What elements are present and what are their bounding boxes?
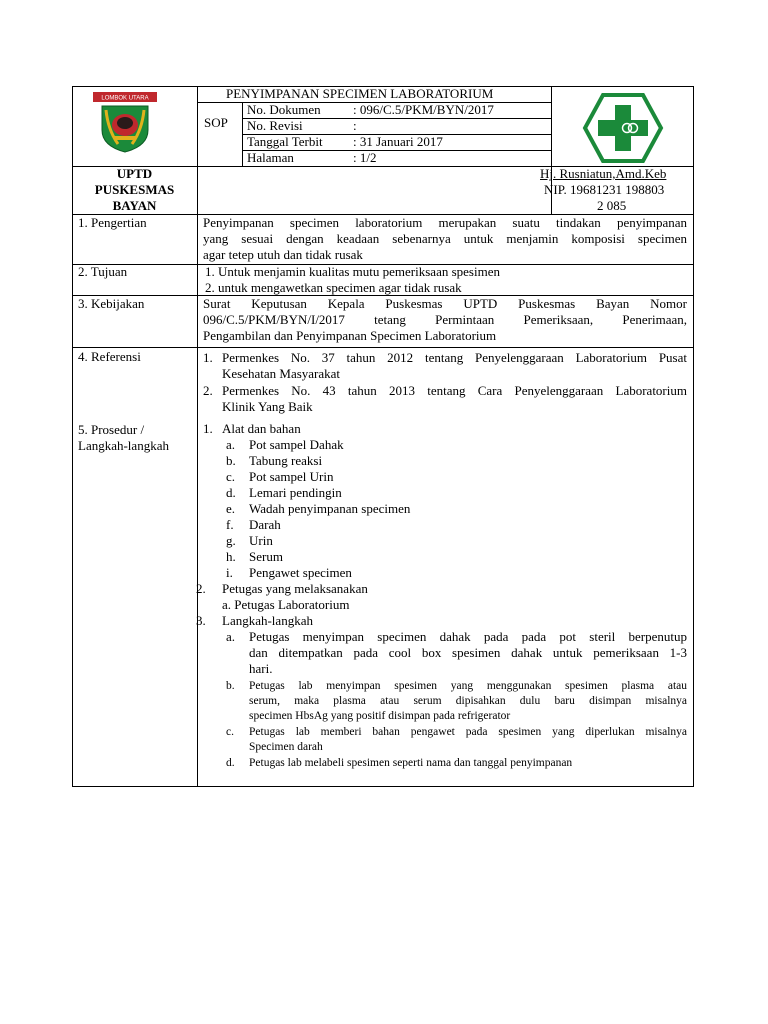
field-value-no-revisi: :: [353, 118, 357, 133]
referensi-line: Kesehatan Masyarakat: [222, 366, 341, 381]
langkah-line: hari.: [249, 661, 273, 676]
alat-letter: a.: [226, 437, 236, 452]
langkah-line: specimen HbsAg yang positif disimpan pada refrigerator: [249, 710, 511, 722]
table-border-bottom: [72, 786, 694, 787]
langkah-letter: a.: [226, 629, 236, 644]
document-title: PENYIMPANAN SPECIMEN LABORATORIUM: [226, 86, 494, 101]
row-line-kebijakan: [72, 347, 694, 348]
referensi-number: 1.: [203, 350, 213, 365]
prosedur-alat-title: Alat dan bahan: [222, 421, 301, 436]
referensi-number: 2.: [203, 383, 213, 398]
pengertian-line: yang sesuai dengan keadaan sebenarnya untuk menjamin komposisi specimen: [203, 231, 687, 246]
signatory-nip: NIP. 19681231 198803: [544, 182, 665, 197]
pengertian-line: Penyimpanan specimen laboratorium merupakan suatu tindakan penyimpanan: [203, 215, 687, 230]
langkah-line: Petugas lab melabeli spesimen seperti nama dan tanggal penyimpanan: [249, 757, 573, 769]
table-border-right: [693, 86, 694, 787]
prosedur-petugas-title: Petugas yang melaksanakan: [222, 581, 368, 596]
svg-text:LOMBOK UTARA: LOMBOK UTARA: [101, 95, 149, 102]
alat-letter: d.: [226, 485, 236, 500]
langkah-line: dan ditempatkan pada cool box spesimen dahak untuk pemeriksaan 1-3: [249, 645, 687, 660]
referensi-line: Permenkes No. 37 tahun 2012 tentang Penyelenggaraan Laboratorium Pusat: [222, 350, 687, 365]
section-label-langkah: Langkah-langkah: [78, 438, 169, 453]
alat-letter: b.: [226, 453, 236, 468]
langkah-line: Specimen darah: [249, 741, 323, 753]
langkah-line: Petugas lab menyimpan spesimen yang menggunakan spesimen plasma atau: [249, 680, 687, 692]
alat-item: Wadah penyimpanan specimen: [249, 501, 411, 516]
field-label-halaman: Halaman: [247, 150, 294, 165]
prosedur-alat-number: 1.: [203, 421, 213, 436]
kebijakan-line: 096/C.5/PKM/BYN/I/2017 tetang Permintaan Pemeriksaan, Penerimaan,: [203, 312, 687, 327]
lombok-utara-logo: [92, 92, 158, 154]
health-cross-logo: [582, 92, 664, 164]
field-value-no-dokumen: : 096/C.5/PKM/BYN/2017: [353, 102, 494, 117]
prosedur-langkah-number: 3.: [196, 613, 206, 628]
alat-letter: c.: [226, 469, 236, 484]
section-label-tujuan: 2. Tujuan: [78, 264, 128, 279]
tujuan-item: 2. untuk mengawetkan specimen agar tidak rusak: [205, 280, 462, 295]
langkah-letter: b.: [226, 680, 235, 692]
alat-item: Pot sampel Dahak: [249, 437, 344, 452]
section-label-pengertian: 1. Pengertian: [78, 215, 147, 230]
alat-letter: h.: [226, 549, 236, 564]
alat-item: Pengawet specimen: [249, 565, 352, 580]
signatory-name: Hj. Rusniatun,Amd.Keb: [540, 166, 667, 181]
field-label-tanggal-terbit: Tanggal Terbit: [247, 134, 323, 149]
kebijakan-line: Surat Keputusan Kepala Puskesmas UPTD Puskesmas Bayan Nomor: [203, 296, 687, 311]
referensi-line: Klinik Yang Baik: [222, 399, 313, 414]
prosedur-langkah-title: Langkah-langkah: [222, 613, 313, 628]
alat-letter: i.: [226, 565, 233, 580]
langkah-line: serum, maka plasma atau serum dipisahkan dulu baru disimpan misalnya: [249, 695, 687, 707]
kebijakan-line: Pengambilan dan Penyimpanan Specimen Laboratorium: [203, 328, 497, 343]
alat-letter: f.: [226, 517, 234, 532]
field-value-tanggal-terbit: : 31 Januari 2017: [353, 134, 443, 149]
petugas-item: a. Petugas Laboratorium: [222, 597, 350, 612]
field-label-no-dokumen: No. Dokumen: [247, 102, 321, 117]
alat-letter: g.: [226, 533, 236, 548]
alat-item: Urin: [249, 533, 273, 548]
alat-item: Serum: [249, 549, 283, 564]
section-label-kebijakan: 3. Kebijakan: [78, 296, 145, 311]
alat-item: Lemari pendingin: [249, 485, 342, 500]
sop-label: SOP: [204, 115, 228, 130]
alat-item: Darah: [249, 517, 281, 532]
langkah-letter: d.: [226, 757, 235, 769]
alat-item: Pot sampel Urin: [249, 469, 334, 484]
org-line-bayan: BAYAN: [112, 198, 157, 213]
field-label-no-revisi: No. Revisi: [247, 118, 303, 133]
section-label-referensi: 4. Referensi: [78, 349, 141, 364]
org-line-puskesmas: PUSKESMAS: [94, 182, 175, 197]
langkah-letter: c.: [226, 726, 234, 738]
referensi-line: Permenkes No. 43 tahun 2013 tentang Cara Penyelenggaraan Laboratorium: [222, 383, 687, 398]
org-line-uptd: UPTD: [116, 166, 153, 181]
pengertian-line: agar tetep utuh dan tidak rusak: [203, 247, 363, 262]
field-value-halaman: : 1/2: [353, 150, 377, 165]
tujuan-item: 1. Untuk menjamin kualitas mutu pemeriksaan spesimen: [205, 264, 500, 279]
langkah-line: Petugas menyimpan specimen dahak pada pada pot steril berpenutup: [249, 629, 687, 644]
section-label-prosedur: 5. Prosedur /: [78, 422, 145, 437]
table-divider-col: [197, 86, 198, 787]
langkah-line: Petugas lab memberi bahan pengawet pada spesimen yang diperlukan misalnya: [249, 726, 687, 738]
alat-letter: e.: [226, 501, 236, 516]
alat-item: Tabung reaksi: [249, 453, 323, 468]
signatory-nip-continued: 2 085: [597, 198, 627, 213]
prosedur-petugas-number: 2.: [196, 581, 206, 596]
